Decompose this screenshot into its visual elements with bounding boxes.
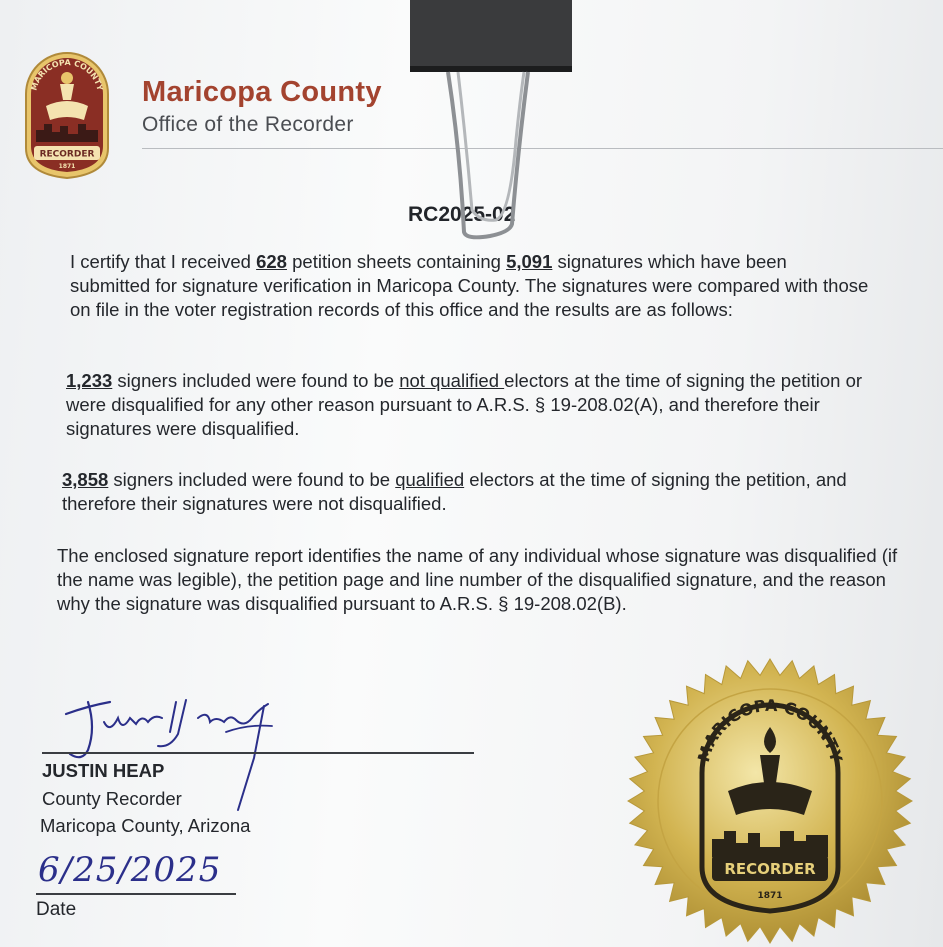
p1-text-b: petition sheets containing (286, 251, 507, 272)
office-name: Office of the Recorder (142, 113, 354, 136)
p2-text-a: signers included were found to be (112, 370, 400, 391)
gold-seal (620, 655, 920, 947)
binder-clip-icon (400, 0, 580, 245)
qualified-paragraph (62, 468, 902, 516)
report-paragraph: The enclosed signature report identifies the name of any individual whose signature was disqualified (if the name was legible), the petition page and line number of the disqualified signature, and the reason why the signature was disqualified pursuant to A.R.S. § 19-208.02(B). (57, 545, 898, 614)
signer-name: JUSTIN HEAP (42, 760, 165, 781)
qualified-label: qualified (395, 469, 465, 490)
signer-location: Maricopa County, Arizona (40, 815, 251, 836)
total-signatures-count: 5,091 (506, 251, 553, 272)
logo-top-text: MARICOPA COUNTY (29, 57, 105, 92)
date-label: Date (36, 899, 77, 920)
petition-sheets-count: 628 (256, 251, 287, 272)
disqualified-count: 1,233 (66, 370, 113, 391)
date-line (36, 893, 236, 895)
org-name: Maricopa County (142, 76, 382, 108)
p1-text-c: signatures which have been submitted for signature verification in Maricopa County. The signatures were compared with those on file in the voter registration records of this office and the results are as follows: (70, 251, 869, 320)
p3-text-b: electors at the time of signing the petition, and therefore their signatures were not disqualified. (62, 469, 847, 514)
seal-recorder-text: RECORDER (724, 860, 816, 878)
document-reference: RC2025-02 (408, 203, 516, 226)
certification-paragraph (70, 250, 870, 322)
logo-recorder-text: RECORDER (39, 149, 95, 160)
torch-flame-icon (61, 72, 73, 84)
seal-top-text: MARICOPA COUNTY (693, 695, 846, 765)
handwritten-date: 6/25/2025 (38, 850, 222, 890)
qualified-count: 3,858 (62, 469, 109, 490)
signer-title: County Recorder (42, 788, 182, 809)
seal-year-text: 1871 (757, 891, 783, 901)
signature-line (42, 752, 474, 754)
disqualified-paragraph (66, 369, 906, 441)
county-recorder-logo (22, 44, 112, 180)
p1-text-a: I certify that I received (70, 251, 257, 272)
p3-text-a: signers included were found to be (108, 469, 396, 490)
logo-year-text: 1871 (58, 163, 76, 170)
p2-text-b: electors at the time of signing the petition or were disqualified for any other reason pursuant to A.R.S. § 19-208.02(A), and therefore their signatures were disqualified. (66, 370, 863, 439)
not-qualified-label: not qualified (399, 370, 505, 391)
